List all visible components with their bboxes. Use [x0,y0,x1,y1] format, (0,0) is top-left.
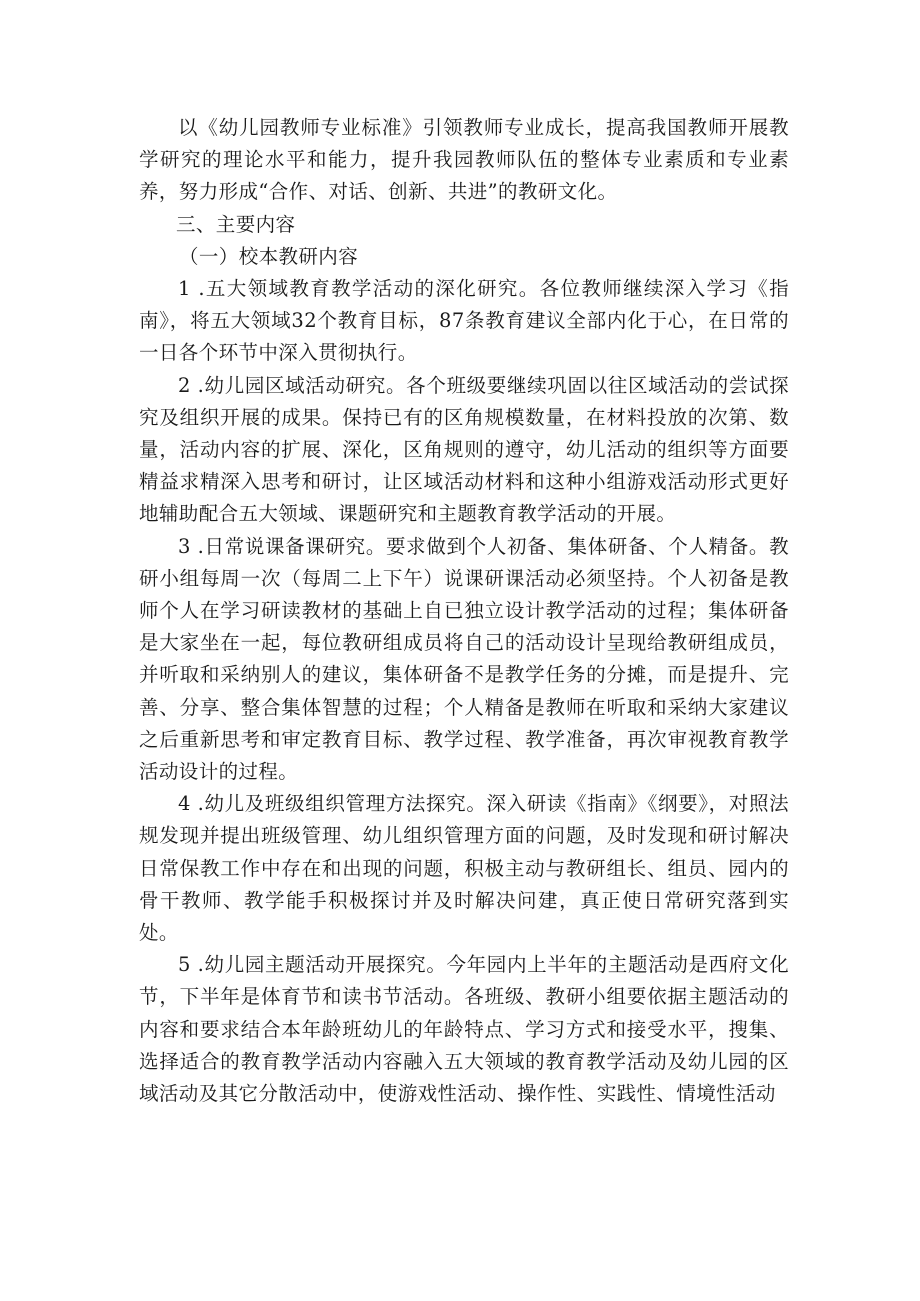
section-heading-main-content: 三、主要内容 [176,212,296,236]
list-item-2: 2 .幼儿园区域活动研究。各个班级要继续巩固以往区域活动的尝试探究及组织开展的成果。保持已有的区角规模数量，在材料投放的次第、数量，活动内容的扩展、深化，区角规则的遵守，幼儿活动的组织等方面要精益求精深入思考和研讨，让区域活动材料和这种小组游戏活动形式更好地辅助配合五大领域、课题研究和主题教育教学活动的开展。 [139,373,789,526]
list-item-5: 5 .幼儿园主题活动开展探究。今年园内上半年的主题活动是西府文化节，下半年是体育节和读书节活动。各班级、教研小组要依据主题活动的内容和要求结合本年龄班幼儿的年龄特点、学习方式和接受水平，搜集、选择适合的教育教学活动内容融入五大领域的教育教学活动及幼儿园的区域活动及其它分散活动中，使游戏性活动、操作性、实践性、情境性活动 [139,953,789,1106]
list-item-1: 1 .五大领域教育教学活动的深化研究。各位教师继续深入学习《指南》，将五大领域32个教育目标，87条教育建议全部内化于心，在日常的一日各个环节中深入贯彻执行。 [139,277,789,365]
intro-paragraph: 以《幼儿园教师专业标准》引领教师专业成长，提高我国教师开展教学研究的理论水平和能力，提升我园教师队伍的整体专业素质和专业素养，努力形成“合作、对话、创新、共进”的教研文化。 [139,116,789,204]
document-body [139,112,789,1110]
subsection-heading-school-research: （一）校本教研内容 [179,244,359,268]
list-item-4: 4 .幼儿及班级组织管理方法探究。深入研读《指南》《纲要》，对照法规发现并提出班级管理、幼儿组织管理方面的问题，及时发现和研讨解决日常保教工作中存在和出现的问题，积极主动与教研组长、组员、园内的骨干教师、教学能手积极探讨并及时解决问建，真正使日常研究落到实处。 [139,792,789,945]
list-item-3: 3 .日常说课备课研究。要求做到个人初备、集体研备、个人精备。教研小组每周一次（每周二上下午）说课研课活动必须坚持。个人初备是教师个人在学习研读教材的基础上自已独立设计教学活动的过程；集体研备是大家坐在一起，每位教研组成员将自己的活动设计呈现给教研组成员，并听取和采纳别人的建议，集体研备不是教学任务的分摊，而是提升、完善、分享、整合集体智慧的过程；个人精备是教师在听取和采纳大家建议之后重新思考和审定教育目标、教学过程、教学准备，再次审视教育教学活动设计的过程。 [139,534,789,784]
